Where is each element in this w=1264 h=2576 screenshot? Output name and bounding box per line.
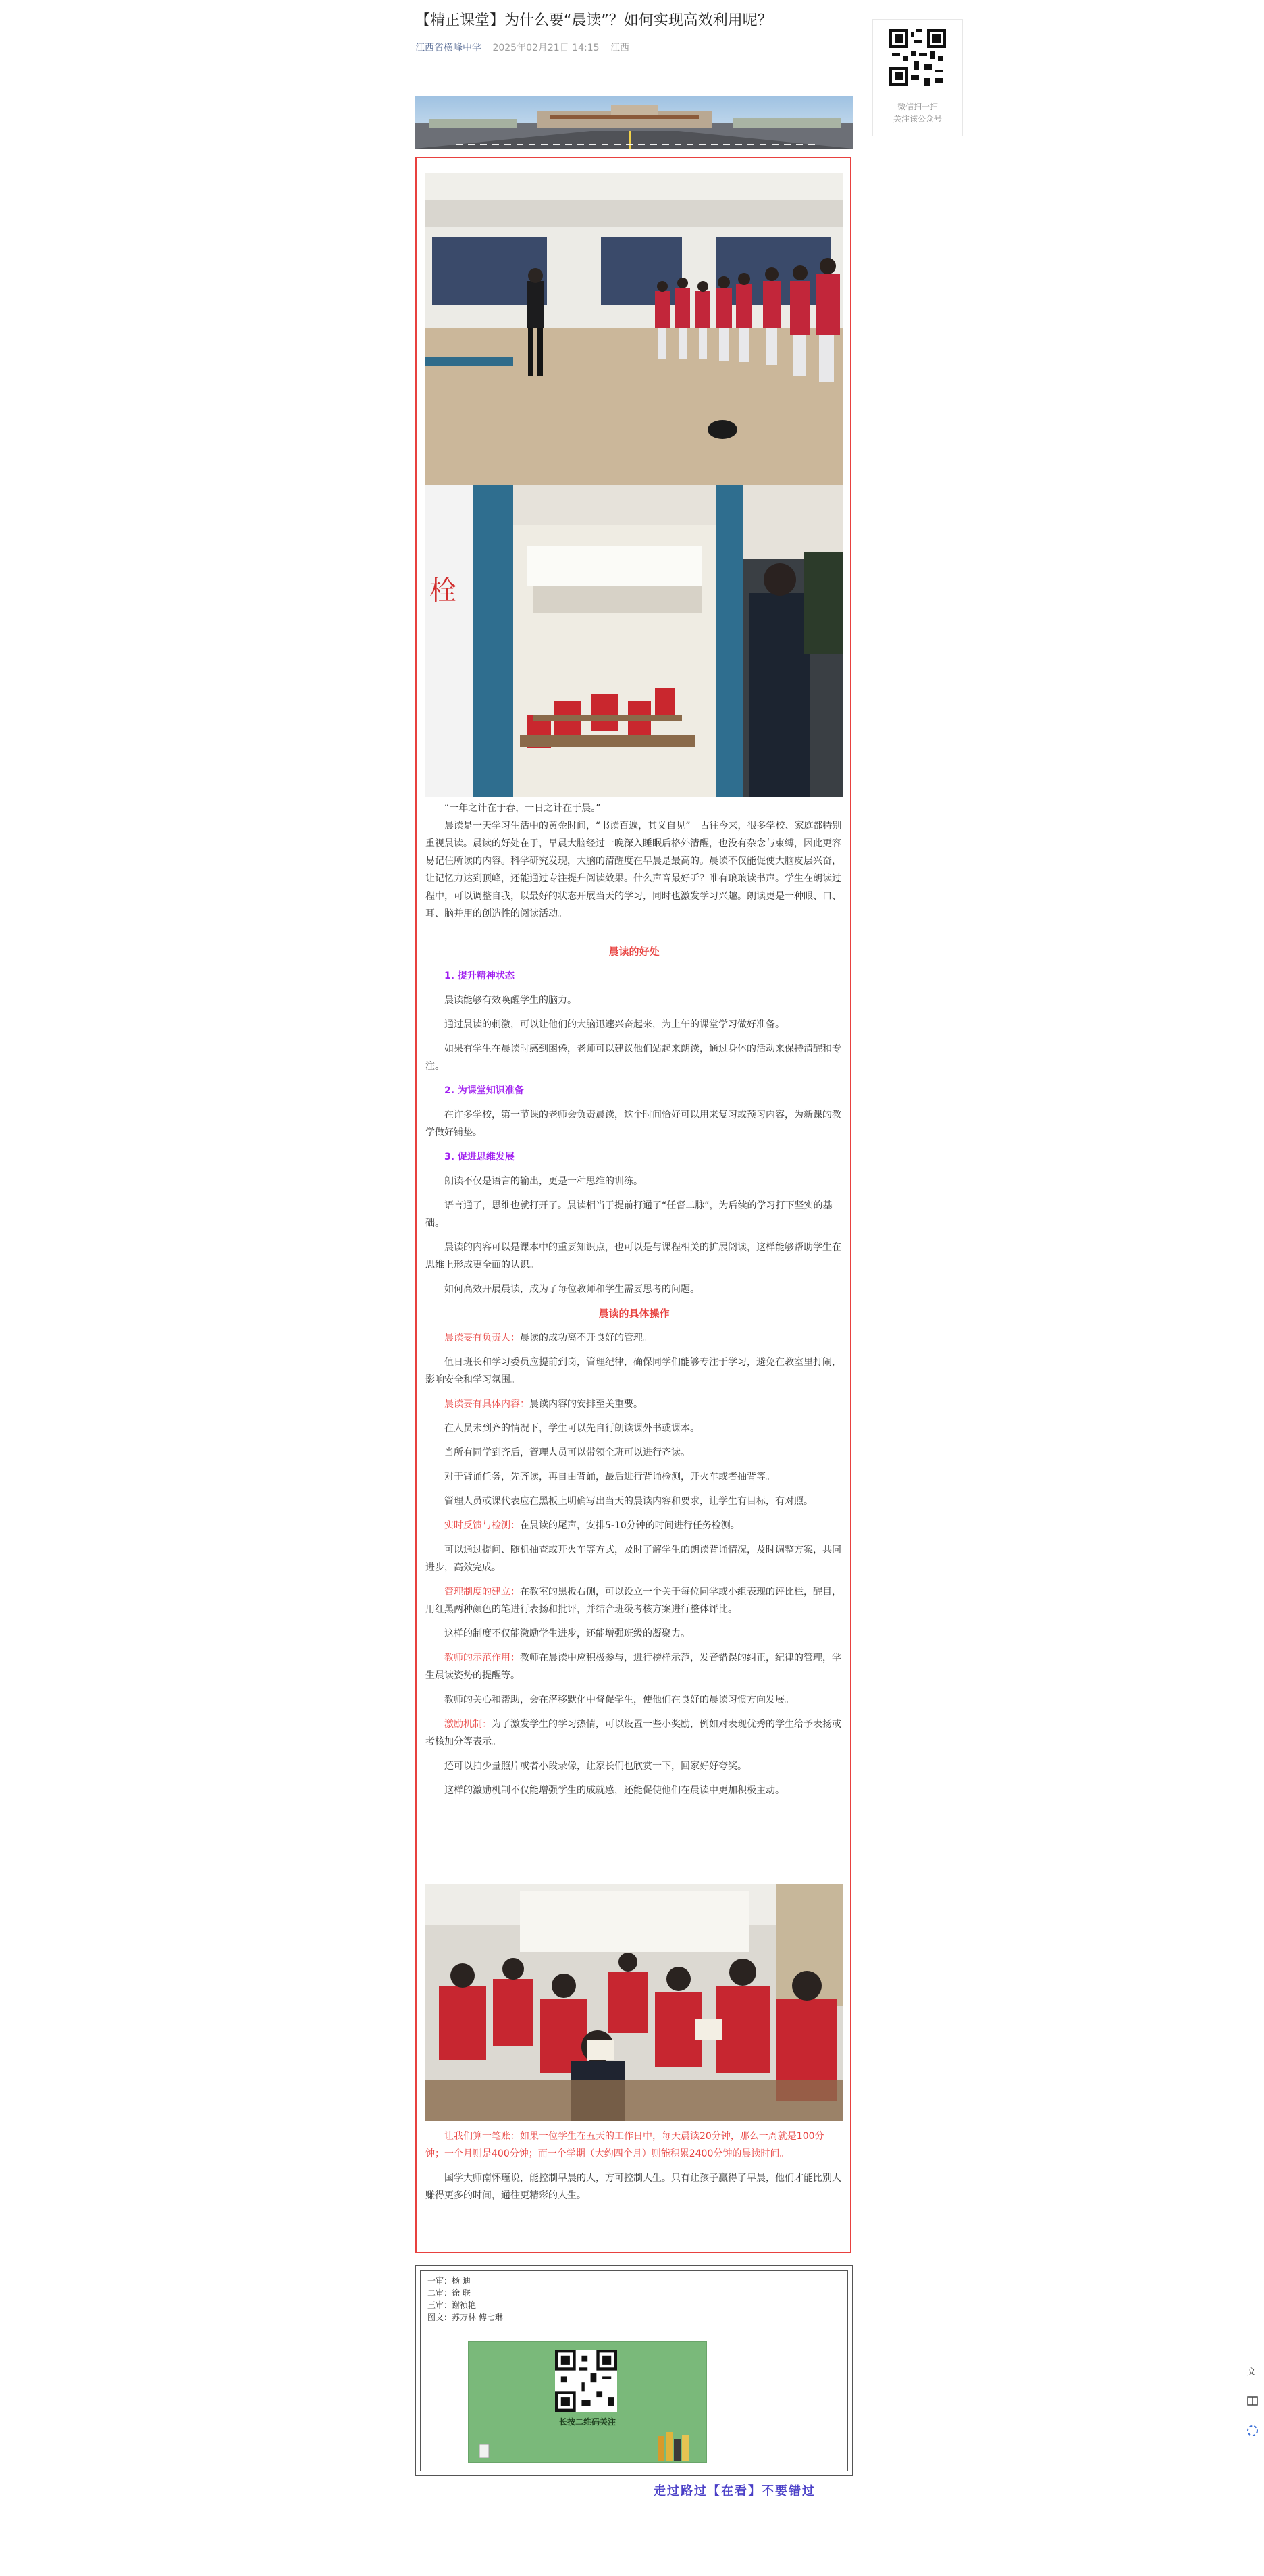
- benefit-2-title: 2. 为课堂知识准备: [444, 1085, 524, 1096]
- benefit-3-title: 3. 促进思维发展: [444, 1152, 515, 1162]
- op-2-detail-3: 对于背诵任务，先齐读，再自由背诵，最后进行背诵检测，开火车或者抽背等。: [444, 1472, 775, 1483]
- benefit-2-text: 在许多学校，第一节课的老师会负责晨读，这个时间恰好可以用来复习或预习内容，为新课的教学做好铺垫。: [425, 1110, 841, 1138]
- translate-icon[interactable]: [1245, 2364, 1260, 2379]
- op-2: [425, 1395, 843, 1413]
- op-1: [425, 1329, 843, 1347]
- reader-icon[interactable]: [1245, 2394, 1260, 2408]
- tail-slogan: 走过路过【在看】不要错过: [654, 2484, 816, 2498]
- op-4-text: 在教室的黑板右侧，可以设立一个关于每位同学或小组表现的评比栏，醒目，用红黑两种颜色的笔进行表扬和批评，并结合班级考核方案进行整体评比。: [425, 1587, 841, 1615]
- qr-code-icon: [889, 29, 946, 86]
- op-2-lead: 晨读要有具体内容：: [444, 1399, 529, 1410]
- op-1-lead: 晨读要有负责人：: [444, 1333, 520, 1343]
- operations-heading: 晨读的具体操作: [598, 1308, 670, 1320]
- op-2-detail-2: 当所有同学到齐后，管理人员可以带领全班可以进行齐读。: [444, 1447, 690, 1458]
- op-5-lead: 教师的示范作用：: [444, 1653, 520, 1664]
- photo-teacher-at-classroom-door: [425, 485, 843, 797]
- publish-time: 2025年02月21日 14:15: [492, 43, 600, 53]
- credit-authors: 图文：苏万林 傅七琳: [427, 2313, 503, 2322]
- op-3-lead: 实时反馈与检测：: [444, 1520, 520, 1531]
- intro-quote: “一年之计在于春，一日之计在于晨。”: [444, 803, 601, 814]
- credits-inner-frame: [420, 2270, 848, 2471]
- qr-caption: [873, 101, 962, 125]
- credits-list: [427, 2275, 503, 2323]
- op-4-detail: 这样的制度不仅能激励学生进步，还能增强班级的凝聚力。: [444, 1628, 690, 1639]
- benefit-3-text: 朗读不仅是语言的输出，更是一种思维的训练。: [444, 1176, 643, 1187]
- credit-third-review: 三审：谢祯艳: [427, 2300, 477, 2310]
- photo-teacher-in-hall: [425, 173, 843, 485]
- closing-paragraph: 国学大师南怀瑾说，能控制早晨的人，方可控制人生。只有让孩子赢得了早晨，他们才能比别人赚得更多的时间，通往更精彩的人生。: [425, 2173, 841, 2201]
- article-meta: [415, 41, 637, 54]
- benefit-1-text: 晨读能够有效唤醒学生的脑力。: [444, 995, 577, 1006]
- photo-students-reading: [425, 1884, 843, 2121]
- op-1-text: 晨读的成功离不开良好的管理。: [520, 1333, 652, 1343]
- article-title: 【精正课堂】为什么要“晨读”？如何实现高效利用呢？: [415, 12, 772, 29]
- qr-caption-line2: 关注该公众号: [893, 114, 942, 124]
- share-icon[interactable]: [1245, 2423, 1260, 2438]
- closing-section: [425, 2128, 843, 2205]
- op-2-detail: 在人员未到齐的情况下，学生可以先自行朗读课外书或课本。: [444, 1423, 700, 1434]
- benefits-heading: 晨读的好处: [608, 946, 660, 958]
- campus-banner-image: [415, 96, 853, 149]
- op-5-detail: 教师的关心和帮助，会在潜移默化中督促学生，使他们在良好的晨读习惯方向发展。: [444, 1695, 794, 1705]
- op-3-text: 在晨读的尾声，安排5-10分钟的时间进行任务检测。: [520, 1520, 740, 1531]
- intro-paragraph: 晨读是一天学习生活中的黄金时间，“书读百遍，其义自见”。古往今来，很多学校、家庭都特别重视晨读。晨读的好处在于，早晨大脑经过一晚深入睡眠后格外清醒，也没有杂念与束缚，因此更容易记住所读的内容。科学研究发现，大脑的清醒度在早晨是最高的。晨读不仅能促使大脑皮层兴奋，让记忆力达到顶峰，还能通过专注提升阅读效果。什么声音最好听？唯有琅琅读书声。学生在朗读过程中，可以调整自我，以最好的状态开展当天的学习，同时也激发学习兴趣。朗读更是一种眼、口、耳、脑并用的创造性的阅读活动。: [425, 821, 842, 919]
- qr-chalkboard: [468, 2341, 707, 2463]
- credits-frame: [415, 2265, 853, 2476]
- op-2-detail-4: 管理人员或课代表应在黑板上明确写出当天的晨读内容和要求，让学生有目标，有对照。: [444, 1496, 813, 1507]
- op-3: [425, 1517, 843, 1535]
- op-2-text: 晨读内容的安排至关重要。: [529, 1399, 643, 1410]
- account-name[interactable]: 江西省横峰中学: [415, 43, 481, 53]
- intro-section: [425, 800, 843, 923]
- op-6-detail: 还可以拍少量照片或者小段录像，让家长们也欣赏一下，回家好好夸奖。: [444, 1761, 747, 1772]
- floating-toolbar: [1245, 2364, 1260, 2453]
- op-5: [425, 1649, 843, 1684]
- benefit-3-text-3: 晨读的内容可以是课本中的重要知识点，也可以是与课程相关的扩展阅读，这样能够帮助学生在思维上形成更全面的认识。: [425, 1242, 841, 1270]
- credit-first-review: 一审：杨 迪: [427, 2276, 471, 2286]
- op-3-detail: 可以通过提问、随机抽查或开火车等方式，及时了解学生的朗读背诵情况，及时调整方案，共同进步，高效完成。: [425, 1545, 841, 1573]
- qr-code-icon[interactable]: [555, 2350, 617, 2412]
- books-icon: [658, 2429, 698, 2461]
- publish-location: 江西: [610, 43, 629, 53]
- benefit-1-title: 1. 提升精神状态: [444, 971, 515, 981]
- follow-qr-panel: [872, 19, 963, 136]
- op-1-detail: 值日班长和学习委员应提前到岗，管理纪律，确保同学们能够专注于学习，避免在教室里打闹，影响安全和学习氛围。: [425, 1357, 841, 1385]
- benefit-3-text-4: 如何高效开展晨读，成为了每位教师和学生需要思考的问题。: [444, 1284, 700, 1295]
- op-4: [425, 1583, 843, 1618]
- benefits-section: [425, 943, 843, 1806]
- op-6: [425, 1716, 843, 1751]
- benefit-3-text-2: 语言通了，思维也就打开了。晨读相当于提前打通了“任督二脉”，为后续的学习打下坚实的基础。: [425, 1200, 833, 1229]
- op-6-text: 为了激发学生的学习热情，可以设置一些小奖励，例如对表现优秀的学生给予表扬或考核加分等表示。: [425, 1719, 841, 1747]
- time-calculation: 让我们算一笔账：如果一位学生在五天的工作日中，每天晨读20分钟，那么一周就是100分钟；一个月则是400分钟；而一个学期（大约四个月）则能积累2400分钟的晨读时间。: [425, 2131, 824, 2159]
- op-6-detail-2: 这样的激励机制不仅能增强学生的成就感，还能促使他们在晨读中更加积极主动。: [444, 1785, 785, 1796]
- credit-second-review: 二审：徐 联: [427, 2288, 471, 2298]
- benefit-1-text-2: 通过晨读的刺激，可以让他们的大脑迅速兴奋起来，为上午的课堂学习做好准备。: [444, 1019, 785, 1030]
- cup-icon: [478, 2443, 492, 2459]
- qr-board-caption: 长按二维码关注: [558, 2417, 616, 2427]
- qr-caption-line1: 微信扫一扫: [897, 102, 938, 111]
- op-5-text: 教师在晨读中应积极参与，进行榜样示范，发音错误的纠正，纪律的管理，学生晨读姿势的提醒等。: [425, 1653, 841, 1681]
- op-6-lead: 激励机制：: [444, 1719, 492, 1730]
- poster-glyph: 栓: [429, 575, 456, 607]
- benefit-1-text-3: 如果有学生在晨读时感到困倦，老师可以建议他们站起来朗读，通过身体的活动来保持清醒和专注。: [425, 1044, 841, 1072]
- op-4-lead: 管理制度的建立：: [444, 1587, 520, 1597]
- svg-text:文: 文: [1247, 2367, 1257, 2377]
